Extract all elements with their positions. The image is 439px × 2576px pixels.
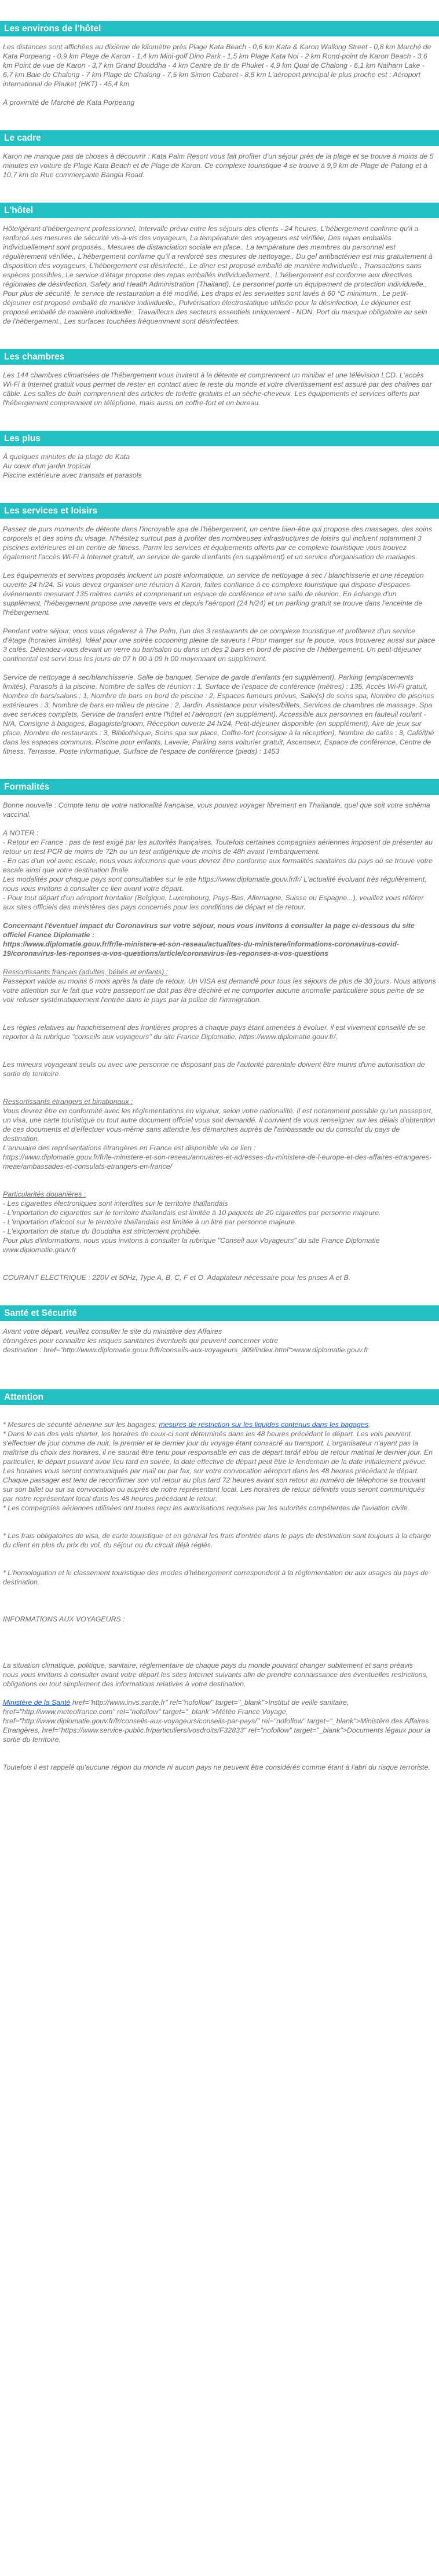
section-chambres (0, 349, 439, 408)
electric-current-info: COURANT ELECTRIQUE : 220V et 50Hz, Type A, B, C, F et O. Adaptateur nécessaire pour les prises A et B. (3, 1274, 351, 1282)
situation-line: La situation climatique, politique, sanitaire, réglementaire de chaque pays du monde pouvant changer subitement et sans préavis (3, 1661, 414, 1669)
section-title-cadre: Le cadre (0, 130, 439, 146)
plus-item: Piscine extérieure avec transats et parasols (3, 471, 142, 479)
section-formalites (0, 779, 439, 1282)
section-body-cadre (0, 146, 439, 179)
proximity-text: À proximité de Marché de Kata Porpeang (3, 98, 135, 107)
sante-line: étrangères pour connaître les risques sanitaires éventuels qui peuvent concerner votre (3, 1337, 279, 1345)
hotel-text: Hôte/gérant d'hébergement professionnel, Intervalle prévu entre les séjours des clients - 24 heures, L'hébergement confirme qu'il a renforcé ses mesures de sécurité vis-à-vis des voyageurs, La température des voyageurs est vérifiée, Des repas emballés individuellement sont proposés., Mesures de distanciation sociale en place., La température des membres du personnel est régulièrement vérifiée., L'hébergement confirme qu'il a renforcé ses mesures de nettoyage., Du gel antibactérien est mis gratuitement à disposition des voyageurs, L'hébergement est désinfecté., Le dîner est proposé emballé de manière individuelle., Transactions sans espèces possibles, Le service d'étage propose des repas emballés individuellement., L'hébergement est conforme aux directives régionales de désinfection, Safety and Health Administration (Thailand), Le personnel porte un équipement de protection individuelle., Pour plus de sécurité, le service de restauration a été modifié, Les draps et les serviettes sont lavés à 60 °C minimum., Le petit-déjeuner est proposé emballé de manière individuelle., Pulvérisation électrostatique utilisée pour la désinfection, Le déjeuner est proposé emballé de manière individuelle., Travailleurs des secteurs essentiels uniquement - NON, Port du masque obligatoire au sein de l'hébergement., Les surfaces touchées fréquemment sont désinfectées. (3, 225, 433, 325)
note-item: Les modalités pour chaque pays sont consultables sur le site https://www.diplomatie.gouv.fr/fr/ L'actualité évoluant très régulièrement, nous vous invitons à consulter ce lien avant votre départ. (3, 875, 427, 893)
services-amenities-list: Service de nettoyage à sec/blanchisserie, Salle de banquet, Service de garde d'enfants (en supplément), Parking (emplacements limités), Parasols à la piscine, Nombre de salles de réunion : 1, Surface de l'espace de conférence (mètres) : 135, Accès Wi-Fi gratuit, Nombre de bars/salons : 1, Nombre de bars en bord de piscine : 2, Espaces fumeurs prévus, Salle(s) de soins spa, Nombre de piscines extérieures : 3, Nombre de bars en milieu de piscine : 2, Jardin, Assistance pour visites/billets, Services de chambres de massage, Spa avec services complets, Service de transfert entre l'hôtel et l'aéroport (en supplément), Accessible aux personnes en fauteuil roulant - N/A, Consigne à bagages, Bagagiste/groom, Réception ouverte 24 h/24, Petit-déjeuner disponible (en supplément), Aire de jeux sur place, Nombre de restaurants : 3, Bibliothèque, Soins spa sur place, Coffre-fort (consigne à la réception), Nombre de cafés : 3, Café/thé dans les espaces communs, Piscine pour enfants, Laverie, Parking sans voiturier gratuit, Ascenseur, Espace de conférence, Centre de fitness, Terrasse, Poste informatique, Surface de l'espace de conférence (pieds) : 1453 (3, 673, 434, 755)
french-nationals-heading: Ressortissants français (adultes, bébés et enfants) : (3, 968, 169, 976)
note-item: - En cas d'un vol avec escale, nous vous informons que vous devrez être conforme aux formalités sanitaires du pays où se trouve votre escale ainsi que votre destination finale. (3, 857, 433, 874)
section-title-chambres: Les chambres (0, 349, 439, 365)
section-environs (0, 21, 439, 107)
section-cadre (0, 130, 439, 179)
covid-heading: Concernant l'éventuel impact du Coronavirus sur votre séjour, nous vous invitons à consulter la page ci-dessous du site officiel France Diplomatie : (3, 922, 415, 939)
distances-text: Les distances sont affichées au dixième de kilomètre près Plage Kata Beach - 0,6 km Kata & Karon Walking Street - 0,8 km Marché de Kata Porpeang - 0,9 km Plage de Karon - 1,4 km Mini-golf Dino Park - 1,5 km Plage Kata Noi - 2 km Rond-point de Karon Beach - 3,6 km Point de vue de Karon - 3,7 km Grand Bouddha - 4 km Centre de tir de Phuket - 4,9 km Quai de Chalong - 6,1 km Naiharn Lake - 6,7 km Baie de Chalong - 7 km Plage de Chalong - 7,5 km Simon Cabaret - 8,5 km L'aéroport principal le plus proche est : Aéroport international de Phuket (HKT) - 45,4 km (3, 43, 431, 88)
section-title-plus: Les plus (0, 431, 439, 446)
section-sante (0, 1305, 439, 1355)
terror-warning: Toutefois il est rappelé qu'aucune région du monde ni aucun pays ne peuvent être considérés comme étant à l'abri du risque terroriste. (3, 1763, 430, 1771)
plus-item: Au cœur d'un jardin tropical (3, 462, 91, 470)
section-title-services: Les services et loisirs (0, 503, 439, 519)
services-paragraph: Pendant votre séjour, vous vous régalerez à The Palm, l'un des 3 restaurants de ce complexe touristique et profiterez d'un service d'étage (horaires limités). Idéal pour une soirée cocooning pleine de saveurs ! Pour manger sur le pouce, vous trouverez aussi sur place 3 cafés. Détendez-vous devant un verre au bar/salon ou dans un des 2 bars en bord de piscine de l'hébergement. Un petit-déjeuner continental est servi tous les jours de 07 h 00 à 09 h 00 moyennant un supplément. (3, 627, 436, 663)
sante-line: destination : href="http://www.diplomatie.gouv.fr/fr/conseils-aux-voyageurs_909/index.html">www.diplomatie.gouv.fr (3, 1346, 368, 1354)
baggage-note-suffix: . (368, 1421, 371, 1429)
airlines-note: * Les compagnies aériennes utilisées ont toutes reçu les autorisations requises par les autorités compétentes de l'aviation civile. (3, 1504, 410, 1512)
customs-item: - L'importation d'alcool sur le territoire thaïlandais est limitée à un litre par personne majeure. (3, 1218, 297, 1226)
section-body-attention (0, 1405, 439, 1772)
section-title-hotel: L'hôtel (0, 203, 439, 218)
covid-url: https://www.diplomatie.gouv.fr/fr/le-ministere-et-son-reseau/actualites-du-ministere/informations-coronavirus-covid-19/coronavirus-les-reponses-a-vos-questions/article/coronavirus-les-reponses-a-vos-questions (3, 940, 399, 957)
customs-more-info: Pour plus d'informations, nous vous invitons à consulter la rubrique "Conseil aux Voyageurs" du site France Diplomatie www.diplomatie.gouv.fr (3, 1236, 380, 1254)
foreign-nationals-text: Vous devrez être en conformité avec les réglementations en vigueur, selon votre nationalité. Il est notamment possible qu'un passeport, un visa, une carte touristique ou tout autre document officiel vous soit demandé. Il convient de vous renseigner sur les délais d'obtention de ces documents et d'effectuer vous-même sans attendre les démarches auprès de l'ambassade ou du consulat du pays de destination. (3, 1107, 436, 1143)
fees-note: * Les frais obligatoires de visa, de carte touristique et en général les frais d'entrée dans le pays de destination sont toujours à la charge du client en plus du prix du vol, du séjour ou du circuit déjà réglés. (3, 1532, 431, 1549)
foreign-directory-url: https://www.diplomatie.gouv.fr/fr/le-ministere-et-son-reseau/annuaires-et-adresses-du-ministere-de-l-europe-et-des-affaires-etrangeres-meae/ambassades-et-consulats-etrangers-en-france/ (3, 1153, 432, 1170)
section-services (0, 503, 439, 756)
section-body-environs (0, 36, 439, 107)
foreign-directory-text: L'annuaire des représentations étrangères en France est disponible via ce lien : (3, 1144, 256, 1152)
section-hotel (0, 203, 439, 326)
section-body-services (0, 519, 439, 756)
formalites-intro: Bonne nouvelle : Compte tenu de votre nationalité française, vous pouvez voyager librement en Thaïlande, quel que soit votre schéma vaccinal. (3, 801, 430, 819)
cadre-text: Karon ne manque pas de choses à découvrir : Kata Palm Resort vous fait profiter d'un séjour près de la plage et se trouve à moins de 5 minutes en voiture de Plage Kata Beach et de Plage de Karon. Ce complexe touristique 4 se trouve à 9,9 km de Plage de Patong et à 10,7 km de Rue commerçante Bangla Road. (3, 152, 434, 179)
french-nationals-text: Passeport valide au moins 6 mois après la date de retour. Un VISA est demandé pour tous les séjours de plus de 30 jours. Nous attirons votre attention sur le fait que votre passeport ne doit pas être déchiré et ne comporter aucune anomalie particulière sous peine de se voir refuser systématiquement l'entrée dans le pays par la police de l'immigration. (3, 977, 436, 1004)
homologation-note: * L'homologation et le classement touristique des modes d'hébergement correspondent à la réglementation ou aux usages du pays de destination. (3, 1569, 429, 1586)
official-links (3, 1698, 436, 1744)
situation-line: nous vous invitons à consulter avant votre départ les sites Internet suivants afin de prendre connaissance des éventuelles restrictions, obligations ou tout simplement des informations relatives à votre destination. (3, 1671, 429, 1688)
section-body-hotel (0, 218, 439, 326)
liquids-restriction-link[interactable]: mesures de restriction sur les liquides contenus dans les bagages (159, 1421, 368, 1429)
section-body-plus (0, 446, 439, 480)
chambres-text: Les 144 chambres climatisées de l'hébergement vous invitent à la détente et comprennent un minibar et une télévision LCD. L'accès Wi-Fi à Internet gratuit vous permet de rester en contact avec le reste du monde et votre divertissement est assuré par des chaînes par câble. Les salles de bain comprennent des articles de toilette gratuits et un sèche-cheveux. Les équipements et services offerts par l'hébergement comprennent un téléphone, mais aussi un coffre-fort et un bureau. (3, 371, 432, 407)
baggage-note-prefix: * Mesures de sécurité aérienne sur les bagages: (3, 1421, 159, 1429)
charter-note: * Dans le cas des vols charter, les horaires de ceux-ci sont déterminés dans les 48 heures précédant le départ. Les vols peuvent s'effectuer de jour comme de nuit, le premier et le dernier jour du voyage étant consacré au transport. L'organisateur n'ayant pas la maîtrise du choix des horaires, il ne saurait être tenu pour responsable en cas de départ tardif et/ou de retour matinal le dernier jour. En particulier, le départ pouvant avoir lieu tard en soirée, la date effective de départ peut être le lendemain de la date initialement prévue. Les horaires vous seront communiqués par mail ou par fax, sur votre convocation aéroport dans les 48 heures précédant le départ. Chaque passager est tenu de reconfirmer son vol retour au plus tard 72 heures avant son retour au numéro de téléphone se trouvant sur son billet ou sur sa convocation ou auprès de notre représentant local. Les horaires de retour définitifs vous seront communiqués par notre représentant local dans les 48 heures précédant le retour. (3, 1430, 433, 1503)
plus-item: À quelques minutes de la plage de Kata (3, 453, 130, 461)
note-item: - Pour tout départ d'un aéroport frontalier (Belgique, Luxembourg, Pays-Bas, Allemagne, Suisse ou Espagne...), veuillez vous référer aux sites officiels des ministères des pays concernés pour les conditions de départ et de retour. (3, 894, 424, 911)
baggage-note (3, 1420, 436, 1429)
section-plus (0, 431, 439, 480)
foreign-nationals-heading: Ressortissants étrangers et binationaux : (3, 1098, 133, 1106)
services-paragraph: Les équipements et services proposés incluent un poste informatique, un service de nettoyage à sec / blanchisserie et une réception ouverte 24 h/24. Si vous devez organiser une réunion à Karon, faites confiance à ce complexe touristique qui dispose d'espaces événements mesurant 135 mètres carrés et comprenant un espace de conférence et une salle de réunion. En échange d'un supplément, l'hébergement propose une navette vers et depuis l'aéroport (24 h/24) et un parking gratuit se trouve dans l'enceinte de l'hébergement. (3, 571, 424, 617)
services-paragraph: Passez de purs moments de détente dans l'incroyable spa de l'hébergement, un centre bien-être qui propose des massages, des soins corporels et des soins du visage. N'hésitez surtout pas à profiter des nombreuses infrastructures de loisirs qui incluent notamment 3 piscines extérieures et un centre de fitness. Parmi les services et équipements offerts par ce complexe touristique vous trouvez également l'accès Wi-Fi à Internet gratuit, un service de garde d'enfants (en supplément) et un service d'organisation de mariages. (3, 525, 433, 561)
section-body-chambres (0, 365, 439, 408)
section-attention (0, 1389, 439, 1772)
section-title-attention: Attention (0, 1389, 439, 1405)
travellers-info-heading: INFORMATIONS AUX VOYAGEURS : (3, 1615, 125, 1623)
customs-item: - L'importation de cigarettes sur le territoire thaïlandais est limitée à 10 paquets de 20 cigarettes par personne majeure. (3, 1209, 381, 1217)
customs-heading: Particularités douanières : (3, 1190, 86, 1198)
customs-item: - Les cigarettes électroniques sont interdites sur le territoire thaïlandais (3, 1199, 228, 1208)
note-label: A NOTER : (3, 829, 39, 837)
section-body-formalites (0, 795, 439, 1282)
official-links-rest: href="http://www.invs.sante.fr" rel="nofollow" target="_blank">Institut de veille sanitaire, href="http://www.meteofrance.com" rel="nofollow" target="_blank">Météo France Voyage, href="http://www.diplomatie.gouv.fr/fr/conseils-aux-voyageurs/conseils-par-pays/" rel="nofollow" target="_blank">Ministère des Affaires Etrangères, href="https://www.service-public.fr/particuliers/vosdroits/F32833" rel="nofollow" target="_blank">Documents légaux pour la sortie du territoire. (3, 1698, 430, 1744)
section-body-sante (0, 1321, 439, 1355)
section-title-environs: Les environs de l'hôtel (0, 21, 439, 36)
section-title-formalites: Formalités (0, 779, 439, 795)
section-title-sante: Santé et Sécurité (0, 1305, 439, 1321)
borders-text: Les règles relatives au franchissement des frontières propres à chaque pays étant amenées à évoluer, il est vivement conseillé de se reporter à la rubrique "conseils aux voyageurs" du site France Diplomatie, https://www.diplomatie.gouv.fr/. (3, 1023, 426, 1041)
health-ministry-link[interactable]: Ministère de la Santé (3, 1698, 71, 1707)
sante-line: Avant votre départ, veuillez consulter le site du ministère des Affaires (3, 1327, 222, 1335)
minors-text: Les mineurs voyageant seuls ou avec une personne ne disposant pas de l'autorité parentale doivent être munis d'une autorisation de sortie de territoire. (3, 1061, 425, 1078)
customs-item: - L'exportation de statue du Bouddha est strictement prohibée. (3, 1227, 201, 1235)
note-item: - Retour en France : pas de test exigé par les autorités françaises. Toutefois certaines compagnies aériennes imposent de présenter au retour un test PCR de moins de 72h ou un test antigénique de moins de 48h avant l'embarquement. (3, 838, 433, 856)
